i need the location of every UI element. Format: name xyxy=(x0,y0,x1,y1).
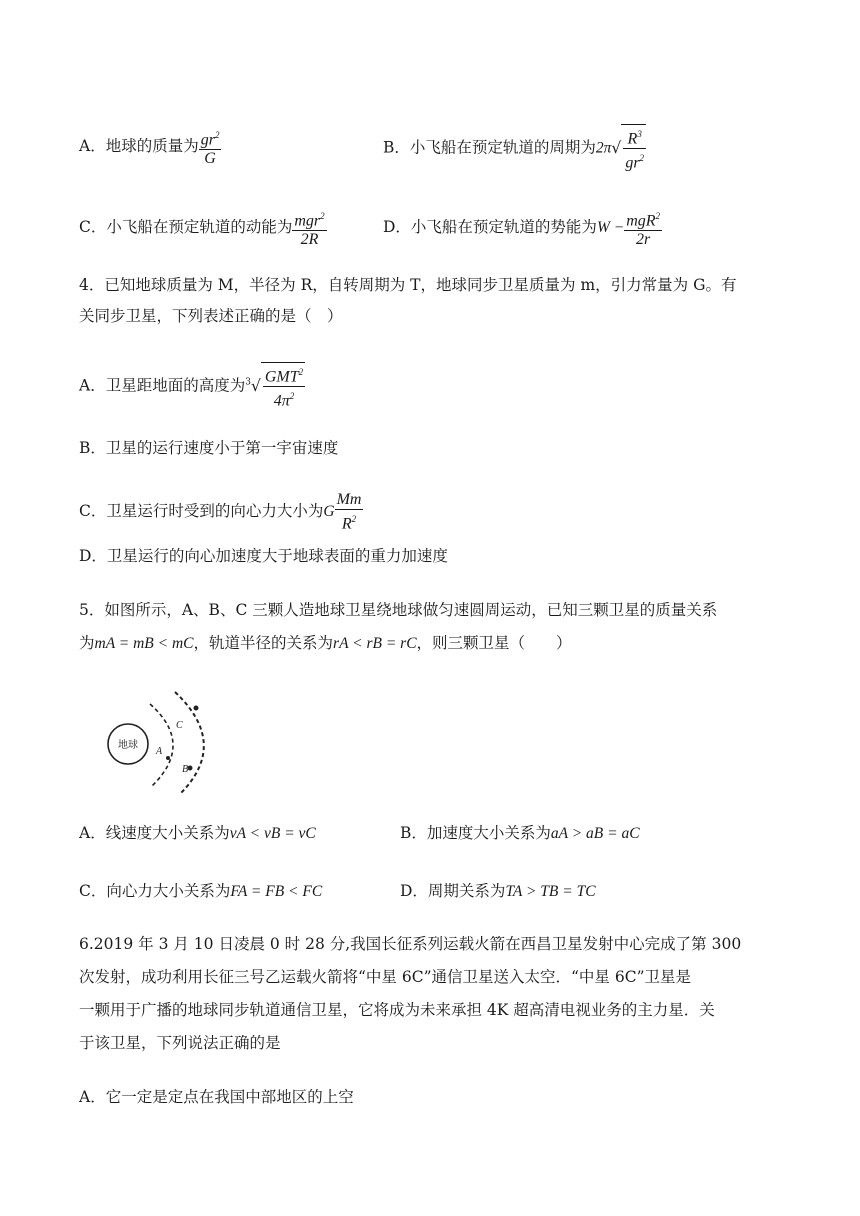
q4-option-b: B．卫星的运行速度小于第一宇宙速度 xyxy=(79,439,339,457)
q5-option-c xyxy=(79,880,322,903)
q5-option-b-formula: aA > aB = aC xyxy=(550,825,640,842)
q4-option-a xyxy=(79,362,305,411)
q4-stem-line2: 关同步卫星，下列表述正确的是（ ） xyxy=(79,307,343,325)
q6-line2: 次发射，成功利用长征三号乙运载火箭将“中星 6C”通信卫星送入太空．“中星 6C”卫星是 xyxy=(79,968,691,986)
orbit-a xyxy=(150,704,173,786)
q4-option-a-text: A．卫星距地面的高度为 xyxy=(79,376,246,395)
q3-option-a xyxy=(79,126,221,168)
q3-option-b-text: B．小飞船在预定轨道的周期为 xyxy=(383,138,596,157)
q3-option-b-sqrt: √ $\frac{R^3}{gr^2}$ xyxy=(611,124,646,173)
q5-mass-relation: mA = mB < mC xyxy=(94,635,194,652)
q3-option-d: D．小飞船在预定轨道的势能为W − $\frac{mgR^2}{2r}$ xyxy=(383,207,662,249)
q4-option-c-text: C．卫星运行时受到的向心力大小为 xyxy=(79,502,324,521)
orbit-diagram xyxy=(100,686,240,796)
q4-option-d: D．卫星运行的向心加速度大于地球表面的重力加速度 xyxy=(79,547,448,565)
q5-option-b-text: B．加速度大小关系为 xyxy=(400,824,551,842)
q4-option-a-cuberoot: $^3$√ $\frac{GMT^2}{4\pi^2}$ xyxy=(245,362,305,411)
q4-option-c-formula: $\frac{Mm}{R^2}$ xyxy=(336,491,362,533)
q3-option-a-formula: $\frac{gr^2}{G}$ xyxy=(199,126,222,168)
q6-line1: 6.2019 年 3 月 10 日凌晨 0 时 28 分,我国长征系列运载火箭在西昌卫星发射中心完成了第 300 xyxy=(79,935,742,953)
q4-option-c: C．卫星运行时受到的向心力大小为G $\frac{Mm}{R^2}$ xyxy=(79,491,362,533)
earth-label: 地球 xyxy=(118,740,138,751)
label-a: A xyxy=(156,746,163,757)
q3-option-d-formula: $\frac{mgR^2}{2r}$ xyxy=(624,207,662,249)
q5-option-a xyxy=(79,822,316,845)
label-b: B xyxy=(182,764,189,775)
q6-line4: 于该卫星，下列说法正确的是 xyxy=(79,1034,281,1052)
satellite-b xyxy=(188,766,193,771)
q3-option-a-text: A．地球的质量为 xyxy=(79,137,199,156)
q5-radius-relation: rA < rB = rC xyxy=(333,635,417,652)
q5-stem-line1: 5．如图所示，A、B、C 三颗人造地球卫星绕地球做匀速圆周运动，已知三颗卫星的质量关系 xyxy=(79,601,718,619)
q3-option-b: B．小飞船在预定轨道的周期为2π√ $\frac{R^3}{gr^2}$ xyxy=(383,124,646,173)
q3-option-d-text: D．小飞船在预定轨道的势能为 xyxy=(383,218,597,237)
q3-option-c xyxy=(79,207,327,249)
q5-stem-line2: 为mA = mB < mC，轨道半径的关系为rA < rB = rC，则三颗卫星（ ） xyxy=(79,634,572,652)
orbit-figure xyxy=(100,686,240,800)
q5-option-c-text: C．向心力大小关系为 xyxy=(79,882,231,900)
q5-option-d xyxy=(400,880,596,903)
q5-option-c-formula: FA = FB < FC xyxy=(230,883,323,900)
label-c: C xyxy=(176,720,183,731)
q6-line3: 一颗用于广播的地球同步轨道通信卫星，它将成为未来承担 4K 超高清电视业务的主力星．关 xyxy=(79,1001,715,1019)
q5-option-d-formula: TA > TB = TC xyxy=(505,883,596,900)
q4-stem-line1: 4．已知地球质量为 M，半径为 R，自转周期为 T，地球同步卫星质量为 m，引力常量为 G。有 xyxy=(79,276,737,294)
satellite-c xyxy=(194,706,199,711)
orbit-bc xyxy=(175,692,204,794)
q3-option-c-formula: $\frac{mgr^2}{2R}$ xyxy=(292,207,326,249)
q5-option-a-text: A．线速度大小关系为 xyxy=(79,824,230,842)
q5-option-a-formula: vA < vB = vC xyxy=(229,825,316,842)
q5-option-b xyxy=(400,822,640,845)
q3-option-c-text: C．小飞船在预定轨道的动能为 xyxy=(79,218,293,237)
satellite-a xyxy=(166,756,170,760)
q6-option-a: A．它一定是定点在我国中部地区的上空 xyxy=(79,1088,354,1106)
q5-option-d-text: D．周期关系为 xyxy=(400,882,506,900)
